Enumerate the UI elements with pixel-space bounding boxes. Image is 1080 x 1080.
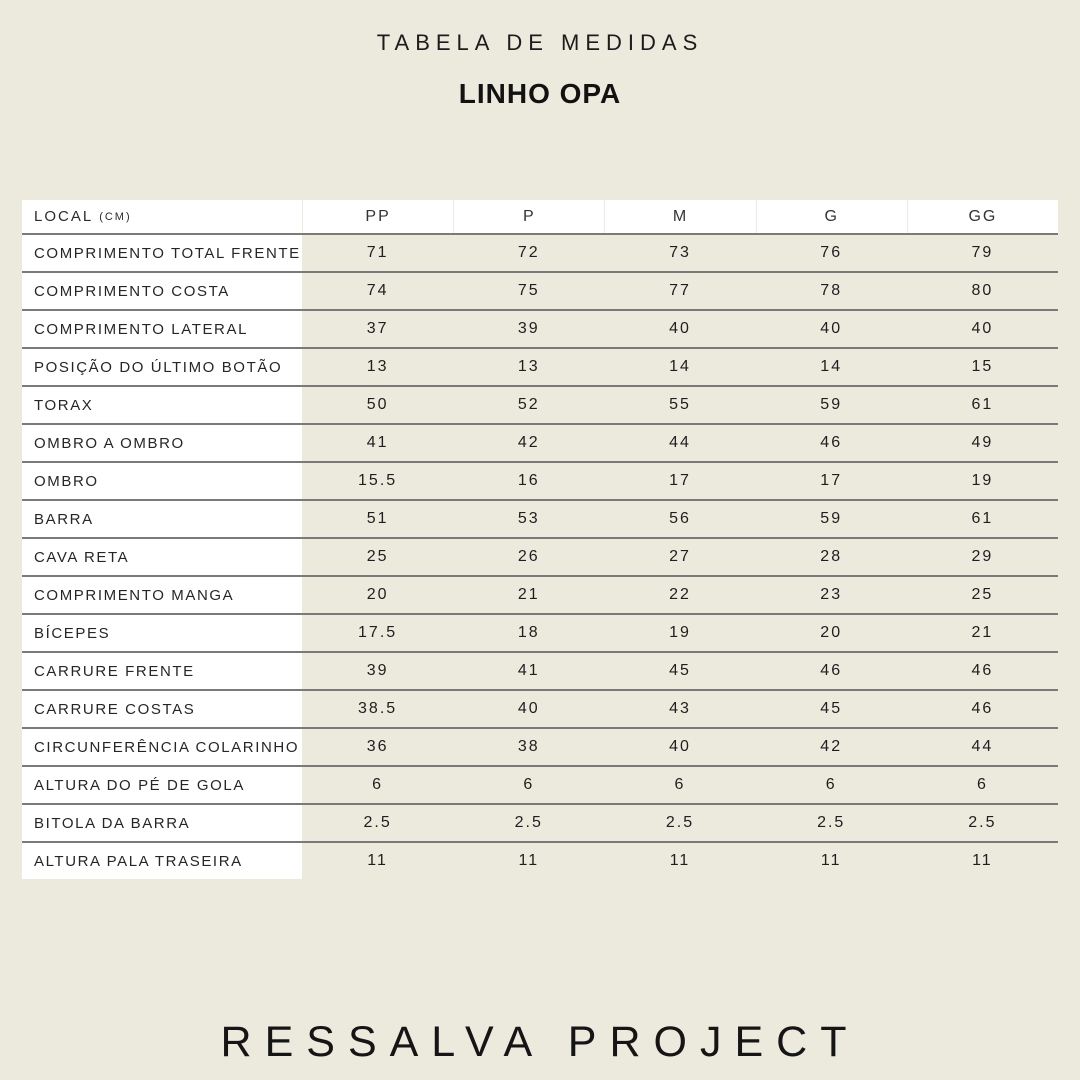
row-value: 2.5 xyxy=(817,814,846,831)
row-value: 45 xyxy=(669,662,691,679)
page-title: TABELA DE MEDIDAS xyxy=(376,30,704,55)
row-label: CARRURE FRENTE xyxy=(22,653,302,689)
row-value: 49 xyxy=(971,434,994,451)
header-size-m: M xyxy=(604,200,755,233)
table-row xyxy=(22,311,1058,349)
row-value: 15.5 xyxy=(358,472,398,489)
row-label: BARRA xyxy=(22,501,302,537)
row-value: 27 xyxy=(669,548,691,565)
row-value: 29 xyxy=(971,548,994,565)
row-label: COMPRIMENTO COSTA xyxy=(22,273,302,309)
row-value: 13 xyxy=(517,358,540,375)
row-label: BITOLA DA BARRA xyxy=(22,805,302,841)
table-row xyxy=(22,387,1058,425)
row-value: 79 xyxy=(971,244,994,261)
row-value: 53 xyxy=(517,510,540,527)
row-value: 19 xyxy=(669,624,691,641)
row-value: 50 xyxy=(366,396,389,413)
row-value: 21 xyxy=(517,586,540,603)
row-value: 44 xyxy=(669,434,691,451)
header-size-p: P xyxy=(453,200,604,233)
row-value: 6 xyxy=(976,776,988,793)
row-label: CIRCUNFERÊNCIA COLARINHO xyxy=(22,729,302,765)
row-value: 56 xyxy=(669,510,691,527)
row-value: 73 xyxy=(669,244,691,261)
table-row xyxy=(22,349,1058,387)
header-size-gg: GG xyxy=(907,200,1058,233)
row-label: TORAX xyxy=(22,387,302,423)
row-value: 40 xyxy=(971,320,994,337)
row-value: 17 xyxy=(820,472,843,489)
row-value: 72 xyxy=(517,244,540,261)
table-row xyxy=(22,539,1058,577)
row-label: ALTURA PALA TRASEIRA xyxy=(22,843,302,879)
row-value: 11 xyxy=(367,852,388,869)
table-body xyxy=(22,235,1058,879)
row-value: 6 xyxy=(523,776,535,793)
table-row xyxy=(22,615,1058,653)
header-size-g: G xyxy=(756,200,907,233)
row-value: 14 xyxy=(669,358,691,375)
row-value: 11 xyxy=(669,852,691,869)
row-label: CAVA RETA xyxy=(22,539,302,575)
row-value: 52 xyxy=(517,396,540,413)
row-label: BÍCEPES xyxy=(22,615,302,651)
row-label: CARRURE COSTAS xyxy=(22,691,302,727)
row-value: 43 xyxy=(669,700,691,717)
row-value: 23 xyxy=(820,586,843,603)
row-value: 46 xyxy=(820,662,843,679)
table-row xyxy=(22,691,1058,729)
row-value: 80 xyxy=(971,282,994,299)
row-value: 25 xyxy=(971,586,994,603)
row-value: 13 xyxy=(366,358,389,375)
row-value: 6 xyxy=(674,776,686,793)
row-value: 59 xyxy=(820,510,843,527)
row-value: 6 xyxy=(825,776,837,793)
table-row xyxy=(22,273,1058,311)
row-value: 18 xyxy=(517,624,540,641)
row-value: 44 xyxy=(971,738,994,755)
table-header-row xyxy=(22,200,1058,235)
row-value: 6 xyxy=(372,776,384,793)
row-value: 51 xyxy=(366,510,389,527)
row-value: 28 xyxy=(820,548,843,565)
row-value: 45 xyxy=(820,700,843,717)
row-value: 78 xyxy=(820,282,843,299)
row-value: 59 xyxy=(820,396,843,413)
row-value: 25 xyxy=(366,548,389,565)
row-label: POSIÇÃO DO ÚLTIMO BOTÃO xyxy=(22,349,302,385)
table-row xyxy=(22,235,1058,273)
collection-subtitle: LINHO OPA xyxy=(458,78,622,109)
row-value: 61 xyxy=(971,510,994,527)
header-local xyxy=(22,200,302,233)
row-value: 42 xyxy=(820,738,843,755)
row-value: 38 xyxy=(517,738,540,755)
table-row xyxy=(22,501,1058,539)
header-size-pp: PP xyxy=(302,200,453,233)
row-value: 37 xyxy=(366,320,389,337)
brand-logo: RESSALVA PROJECT xyxy=(220,1018,860,1066)
table-row xyxy=(22,843,1058,879)
row-value: 61 xyxy=(971,396,994,413)
row-value: 17.5 xyxy=(358,624,398,641)
row-value: 14 xyxy=(820,358,843,375)
row-value: 46 xyxy=(971,662,994,679)
row-label: COMPRIMENTO TOTAL FRENTE xyxy=(22,235,302,271)
row-value: 38.5 xyxy=(358,700,398,717)
row-value: 75 xyxy=(517,282,540,299)
row-value: 21 xyxy=(971,624,994,641)
row-value: 20 xyxy=(820,624,843,641)
row-value: 46 xyxy=(820,434,843,451)
row-value: 41 xyxy=(366,434,389,451)
row-value: 76 xyxy=(820,244,843,261)
row-value: 40 xyxy=(669,320,691,337)
row-value: 11 xyxy=(518,852,540,869)
row-value: 74 xyxy=(366,282,389,299)
row-value: 39 xyxy=(517,320,540,337)
row-value: 71 xyxy=(366,244,389,261)
row-label: COMPRIMENTO MANGA xyxy=(22,577,302,613)
row-value: 26 xyxy=(517,548,540,565)
table-row xyxy=(22,653,1058,691)
row-value: 40 xyxy=(517,700,540,717)
row-label: OMBRO A OMBRO xyxy=(22,425,302,461)
table-row xyxy=(22,463,1058,501)
row-value: 2.5 xyxy=(968,814,997,831)
row-value: 39 xyxy=(366,662,389,679)
table-row xyxy=(22,729,1058,767)
row-value: 17 xyxy=(669,472,691,489)
row-value: 77 xyxy=(669,282,691,299)
row-value: 2.5 xyxy=(665,814,695,831)
header-local-label: LOCAL xyxy=(34,208,94,225)
row-label: OMBRO xyxy=(22,463,302,499)
size-measurements-table xyxy=(22,200,1058,879)
row-value: 20 xyxy=(366,586,389,603)
row-value: 19 xyxy=(971,472,994,489)
header-unit-label: (CM) xyxy=(99,210,132,223)
row-value: 11 xyxy=(820,852,842,869)
row-value: 46 xyxy=(971,700,994,717)
table-row xyxy=(22,805,1058,843)
row-value: 40 xyxy=(669,738,691,755)
row-value: 42 xyxy=(517,434,540,451)
row-label: ALTURA DO PÉ DE GOLA xyxy=(22,767,302,803)
row-value: 40 xyxy=(820,320,843,337)
row-value: 2.5 xyxy=(363,814,392,831)
row-value: 36 xyxy=(366,738,389,755)
table-row xyxy=(22,767,1058,805)
row-label: COMPRIMENTO LATERAL xyxy=(22,311,302,347)
table-row xyxy=(22,577,1058,615)
row-value: 2.5 xyxy=(514,814,543,831)
row-value: 41 xyxy=(517,662,540,679)
row-value: 11 xyxy=(972,852,993,869)
row-value: 16 xyxy=(517,472,540,489)
table-row xyxy=(22,425,1058,463)
row-value: 55 xyxy=(669,396,691,413)
row-value: 15 xyxy=(971,358,994,375)
row-value: 22 xyxy=(669,586,691,603)
